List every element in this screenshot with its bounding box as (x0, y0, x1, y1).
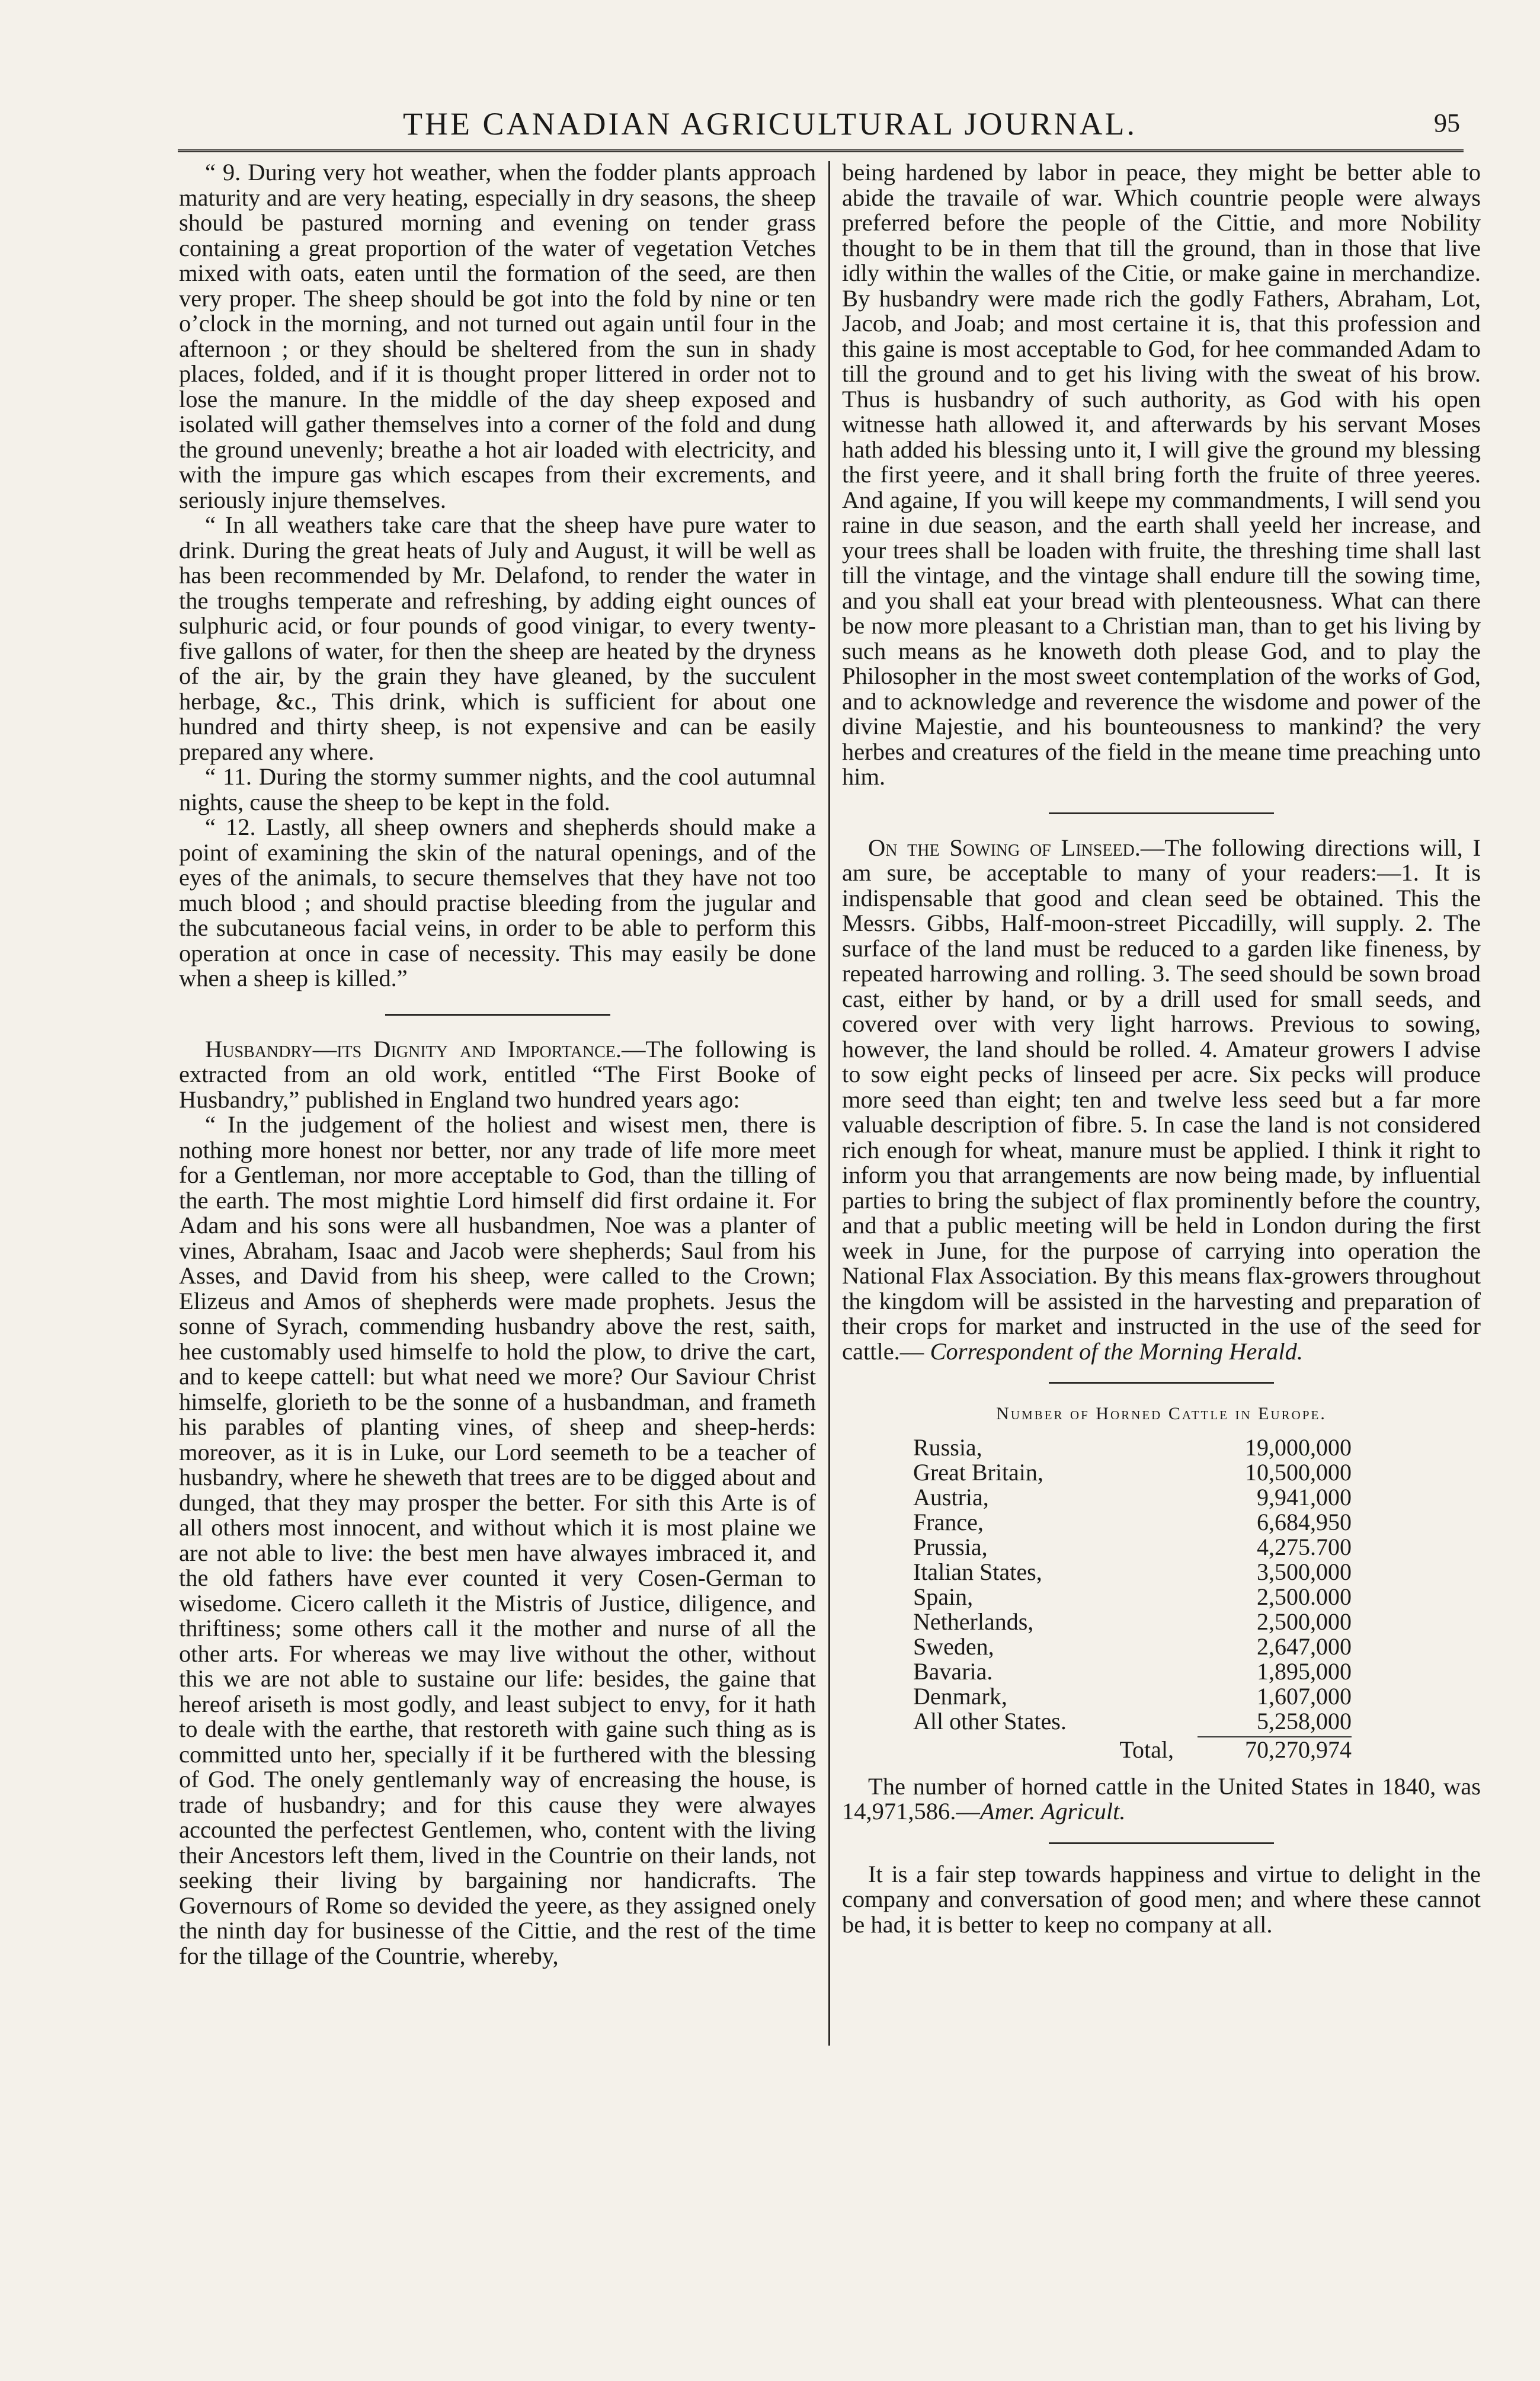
country-cell: Austria, (913, 1483, 989, 1510)
table-row (913, 1535, 1352, 1560)
cattle-count-cell: 9,941,000 (1257, 1483, 1352, 1510)
us-cattle-note (842, 1774, 1481, 1825)
cattle-count-cell: 6,684,950 (1257, 1508, 1352, 1535)
husbandry-intro-text: —The following is extracted from an old work, entitled “The First Booke of Husbandry,” published in England two hundred years ago: (179, 1035, 816, 1113)
country-cell: Netherlands, (913, 1608, 1034, 1635)
left-column (179, 160, 816, 1969)
country-cell: Prussia, (913, 1533, 988, 1560)
cattle-count-cell: 3,500,000 (1257, 1558, 1352, 1585)
article-separator (1049, 1842, 1274, 1844)
cattle-count-cell: 4,275.700 (1257, 1533, 1352, 1560)
table-row (913, 1609, 1352, 1634)
table-row (913, 1435, 1352, 1460)
total-value: 70,270,974 (1245, 1736, 1352, 1763)
table-row (913, 1659, 1352, 1684)
sheep-paragraph-9: “ 9. During very hot weather, when the fodder plants approach maturity and are very heating, especially in dry seasons, the sheep should be pastured morning and evening on tender grass containing a great proportion of the water of vegetation Vetches mixed with oats, eaten until the formation of the seed, are then very proper. The sheep should be got into the fold by nine or ten o’clock in the morning, and not turned out again until four in the afternoon ; or they should be sheltered from the sun in shady places, folded, and if it is thought proper littered in order not to lose the manure. In the middle of the day sheep exposed and isolated will gather themselves into a corner of the fold and dung the ground unevenly; breathe a hot air loaded with electricity, and with the impure gas which escapes from their excrements, and seriously injure themselves. (179, 159, 816, 513)
page-number: 95 (1434, 108, 1460, 137)
cattle-count-cell: 2,500,000 (1257, 1608, 1352, 1635)
table-row (913, 1485, 1352, 1510)
table-row (913, 1709, 1352, 1734)
country-cell: Great Britain, (913, 1458, 1043, 1486)
linseed-heading: On the Sowing of Linseed. (868, 834, 1141, 861)
sheep-paragraph-12: “ 12. Lastly, all sheep owners and shepherds should make a point of examining the skin of the natural openings, and of the eyes of the animals, to secure themselves that they have not too much blood ; and should practise bleeding from the jugular and the subcutaneous facial veins, in order to be able to perform this operation at once in case of necessity. This may easily be done when a sheep is killed.” (179, 814, 816, 991)
table-row (913, 1634, 1352, 1659)
table-row (913, 1560, 1352, 1585)
husbandry-heading: Husbandry—its Dignity and Importance. (205, 1035, 622, 1063)
sheep-paragraph-10: “ In all weathers take care that the sheep have pure water to drink. During the great heats of July and August, it will be well as has been recommended by Mr. Delafond, to render the water in the troughs temperate and refreshing, by adding eight ounces of sulphuric acid, or four pounds of good vinigar, to every twenty-five gallons of water, for then the sheep are heated by the dryness of the air, by the grain they have gleaned, by the succulent herbage, &c., This drink, which is sufficient for about one hundred and thirty sheep, is not expensive and can be easily prepared any where. (179, 511, 816, 765)
country-cell: Italian States, (913, 1558, 1042, 1585)
husbandry-quote: “ In the judgement of the holiest and wisest men, there is nothing more honest nor better, nor any trade of life more meet for a Gentleman, nor more acceptable to God, than the tilling of the earth. The most mightie Lord himself did first ordaine it. For Adam and his sons were all husbandmen, Noe was a planter of vines, Abraham, Isaac and Jacob were shepherds; Saul from his Asses, and David from his sheep, were called to the Crown; Elizeus and Amos of shepherds were made prophets. Jesus the sonne of Syrach, commending husbandry above the rest, saith, hee customably used himselfe to hold the plow, to drive the cart, and to keepe cattell: but what need we more? Our Saviour Christ himselfe, glorieth to be the sonne of a husbandman, and frameth his parables of planting vines, of sheep and sheep-herds: moreover, as it is in Luke, our Lord seemeth to be a teacher of husbandry, where he sheweth that trees are to be digged about and dunged, that they may prosper the better. For sith this Arte is of all others most innocent, and without which it is most plaine we are not able to live: the best men have alwayes imbraced it, and the old fathers have ever counted it very Cosen-German to wisedome. Cicero calleth it the Mistris of Justice, diligence, and thriftiness; some others call it the mother and nurse of all the other arts. For whereas we may live without the other, without this we are not able to sustaine our life: besides, the gaine that hereof ariseth is most godly, and least subject to envy, for it hath to deale with the earthe, that restoreth with gaine such thing as is committed unto her, specially if it be furthered with the blessing of God. The onely gentlemanly way of encreasing the house, is trade of husbandry; and for this cause they were alwayes accounted the perfectest Gentlemen, who, content with the living their Ancestors left them, lived in the Countrie on their lands, not seeking their living by bargaining nor handicrafts. The Governours of Rome so devided the yeere, as they assigned onely the ninth day for businesse of the Cittie, and the rest of the time for the tillage of the Countrie, whereby, (179, 1111, 816, 1969)
cattle-count-cell: 19,000,000 (1245, 1433, 1352, 1461)
table-row (913, 1585, 1352, 1609)
cattle-total (913, 1737, 1352, 1762)
country-cell: All other States. (913, 1707, 1067, 1734)
linseed-article (842, 836, 1481, 1365)
cattle-count-cell: 5,258,000 (1257, 1707, 1352, 1734)
linseed-credit: Correspondent of the Morning Herald. (930, 1337, 1304, 1365)
article-separator (1049, 812, 1274, 814)
cattle-count-cell: 2,500.000 (1257, 1583, 1352, 1610)
sheep-paragraph-11: “ 11. During the stormy summer nights, and the cool autumnal nights, cause the sheep to be kept in the fold. (179, 763, 816, 815)
husbandry-intro (179, 1037, 816, 1113)
country-cell: Sweden, (913, 1633, 994, 1660)
cattle-table-title: Number of Horned Cattle in Europe. (996, 1404, 1327, 1423)
cattle-count-cell: 2,647,000 (1257, 1633, 1352, 1660)
country-cell: Bavaria. (913, 1657, 993, 1685)
table-row (913, 1510, 1352, 1535)
country-cell: France, (913, 1508, 984, 1535)
country-cell: Denmark, (913, 1682, 1007, 1710)
us-note-text: The number of horned cattle in the United States in 1840, was 14,971,586.— (842, 1772, 1481, 1825)
table-row (913, 1460, 1352, 1485)
article-separator (1049, 1382, 1274, 1384)
header-rule (178, 149, 1464, 152)
us-note-credit: Amer. Agricult. (979, 1798, 1126, 1825)
total-row (913, 1737, 1352, 1762)
cattle-count-cell: 1,895,000 (1257, 1657, 1352, 1685)
column-divider (828, 161, 830, 2046)
cattle-table (913, 1435, 1352, 1734)
cattle-count-cell: 10,500,000 (1245, 1458, 1352, 1486)
article-separator (385, 1014, 610, 1016)
total-label: Total, (1119, 1736, 1174, 1763)
closing-maxim: It is a fair step towards happiness and virtue to delight in the company and conversation of good men; and where these cannot be had, it is better to keep no company at all. (842, 1860, 1481, 1938)
linseed-body: —The following directions will, I am sure, be acceptable to many of your readers:—1. It is indispensable that good and clean seed be obtained. This the Messrs. Gibbs, Half-moon-street Piccadilly, will supply. 2. The surface of the land must be reduced to a garden like fineness, by repeated harrowing and rolling. 3. The seed should be sown broad cast, either by hand, or by a drill used for small seeds, and covered over with very light harrows. Previous to sowing, however, the land should be rolled. 4. Amateur growers I advise to sow eight pecks of linseed per acre. Six pecks will produce more seed than eight; ten and twelve less seed but a far more valuable description of fibre. 5. In case the land is not considered rich enough for wheat, manure must be applied. I think it right to inform you that arrangements are now being made, by influential parties to bring the subject of flax prominently before the country, and that a public meeting will be held in London during the first week in June, for the purpose of carrying into operation the National Flax Association. By this means flax-growers throughout the kingdom will be assisted in the harvesting and preparation of their crops for market and instructed in the use of the seed for cattle.— (842, 834, 1481, 1365)
right-column (842, 160, 1481, 1937)
running-head-title: THE CANADIAN AGRICULTURAL JOURNAL. (403, 106, 1137, 142)
table-row (913, 1684, 1352, 1709)
cattle-count-cell: 1,607,000 (1257, 1682, 1352, 1710)
country-cell: Spain, (913, 1583, 974, 1610)
husbandry-continuation: being hardened by labor in peace, they might be better able to abide the travaile of war. Which countrie people were always preferred before the people of the Cittie, and more Nobility thought to be in them that till the ground, than in those that live idly within the walles of the Citie, or make gaine in merchandize. By husbandry were made rich the godly Fathers, Abraham, Lot, Jacob, and Joab; and most certaine it is, that this profession and this gaine is most acceptable to God, for hee commanded Adam to till the ground and to get his living with the sweat of his brow. Thus is husbandry of such authority, as God with his open witnesse hath allowed it, and afterwards by his servant Moses hath added his blessing unto it, I will give the ground my blessing the first yeere, and it shall bring forth the fruite of three yeeres. And againe, If you will keepe my commandments, I will send you raine in due season, and the earth shall yeeld her increase, and your trees shall be loaden with fruite, the threshing time shall last till the vintage, and the vintage shall endure till the sowing time, and you shall eat your bread with plenteousness. What can there be now more pleasant to a Christian man, than to get his living by such means as he knoweth doth please God, and to play the Philosopher in the most sweet contemplation of the works of God, and to acknowledge and reverence the wisdome and power of the divine Majestie, and his bounteousness to mankind? the very herbes and creatures of the field in the meane time preaching unto him. (842, 159, 1481, 790)
country-cell: Russia, (913, 1433, 982, 1461)
